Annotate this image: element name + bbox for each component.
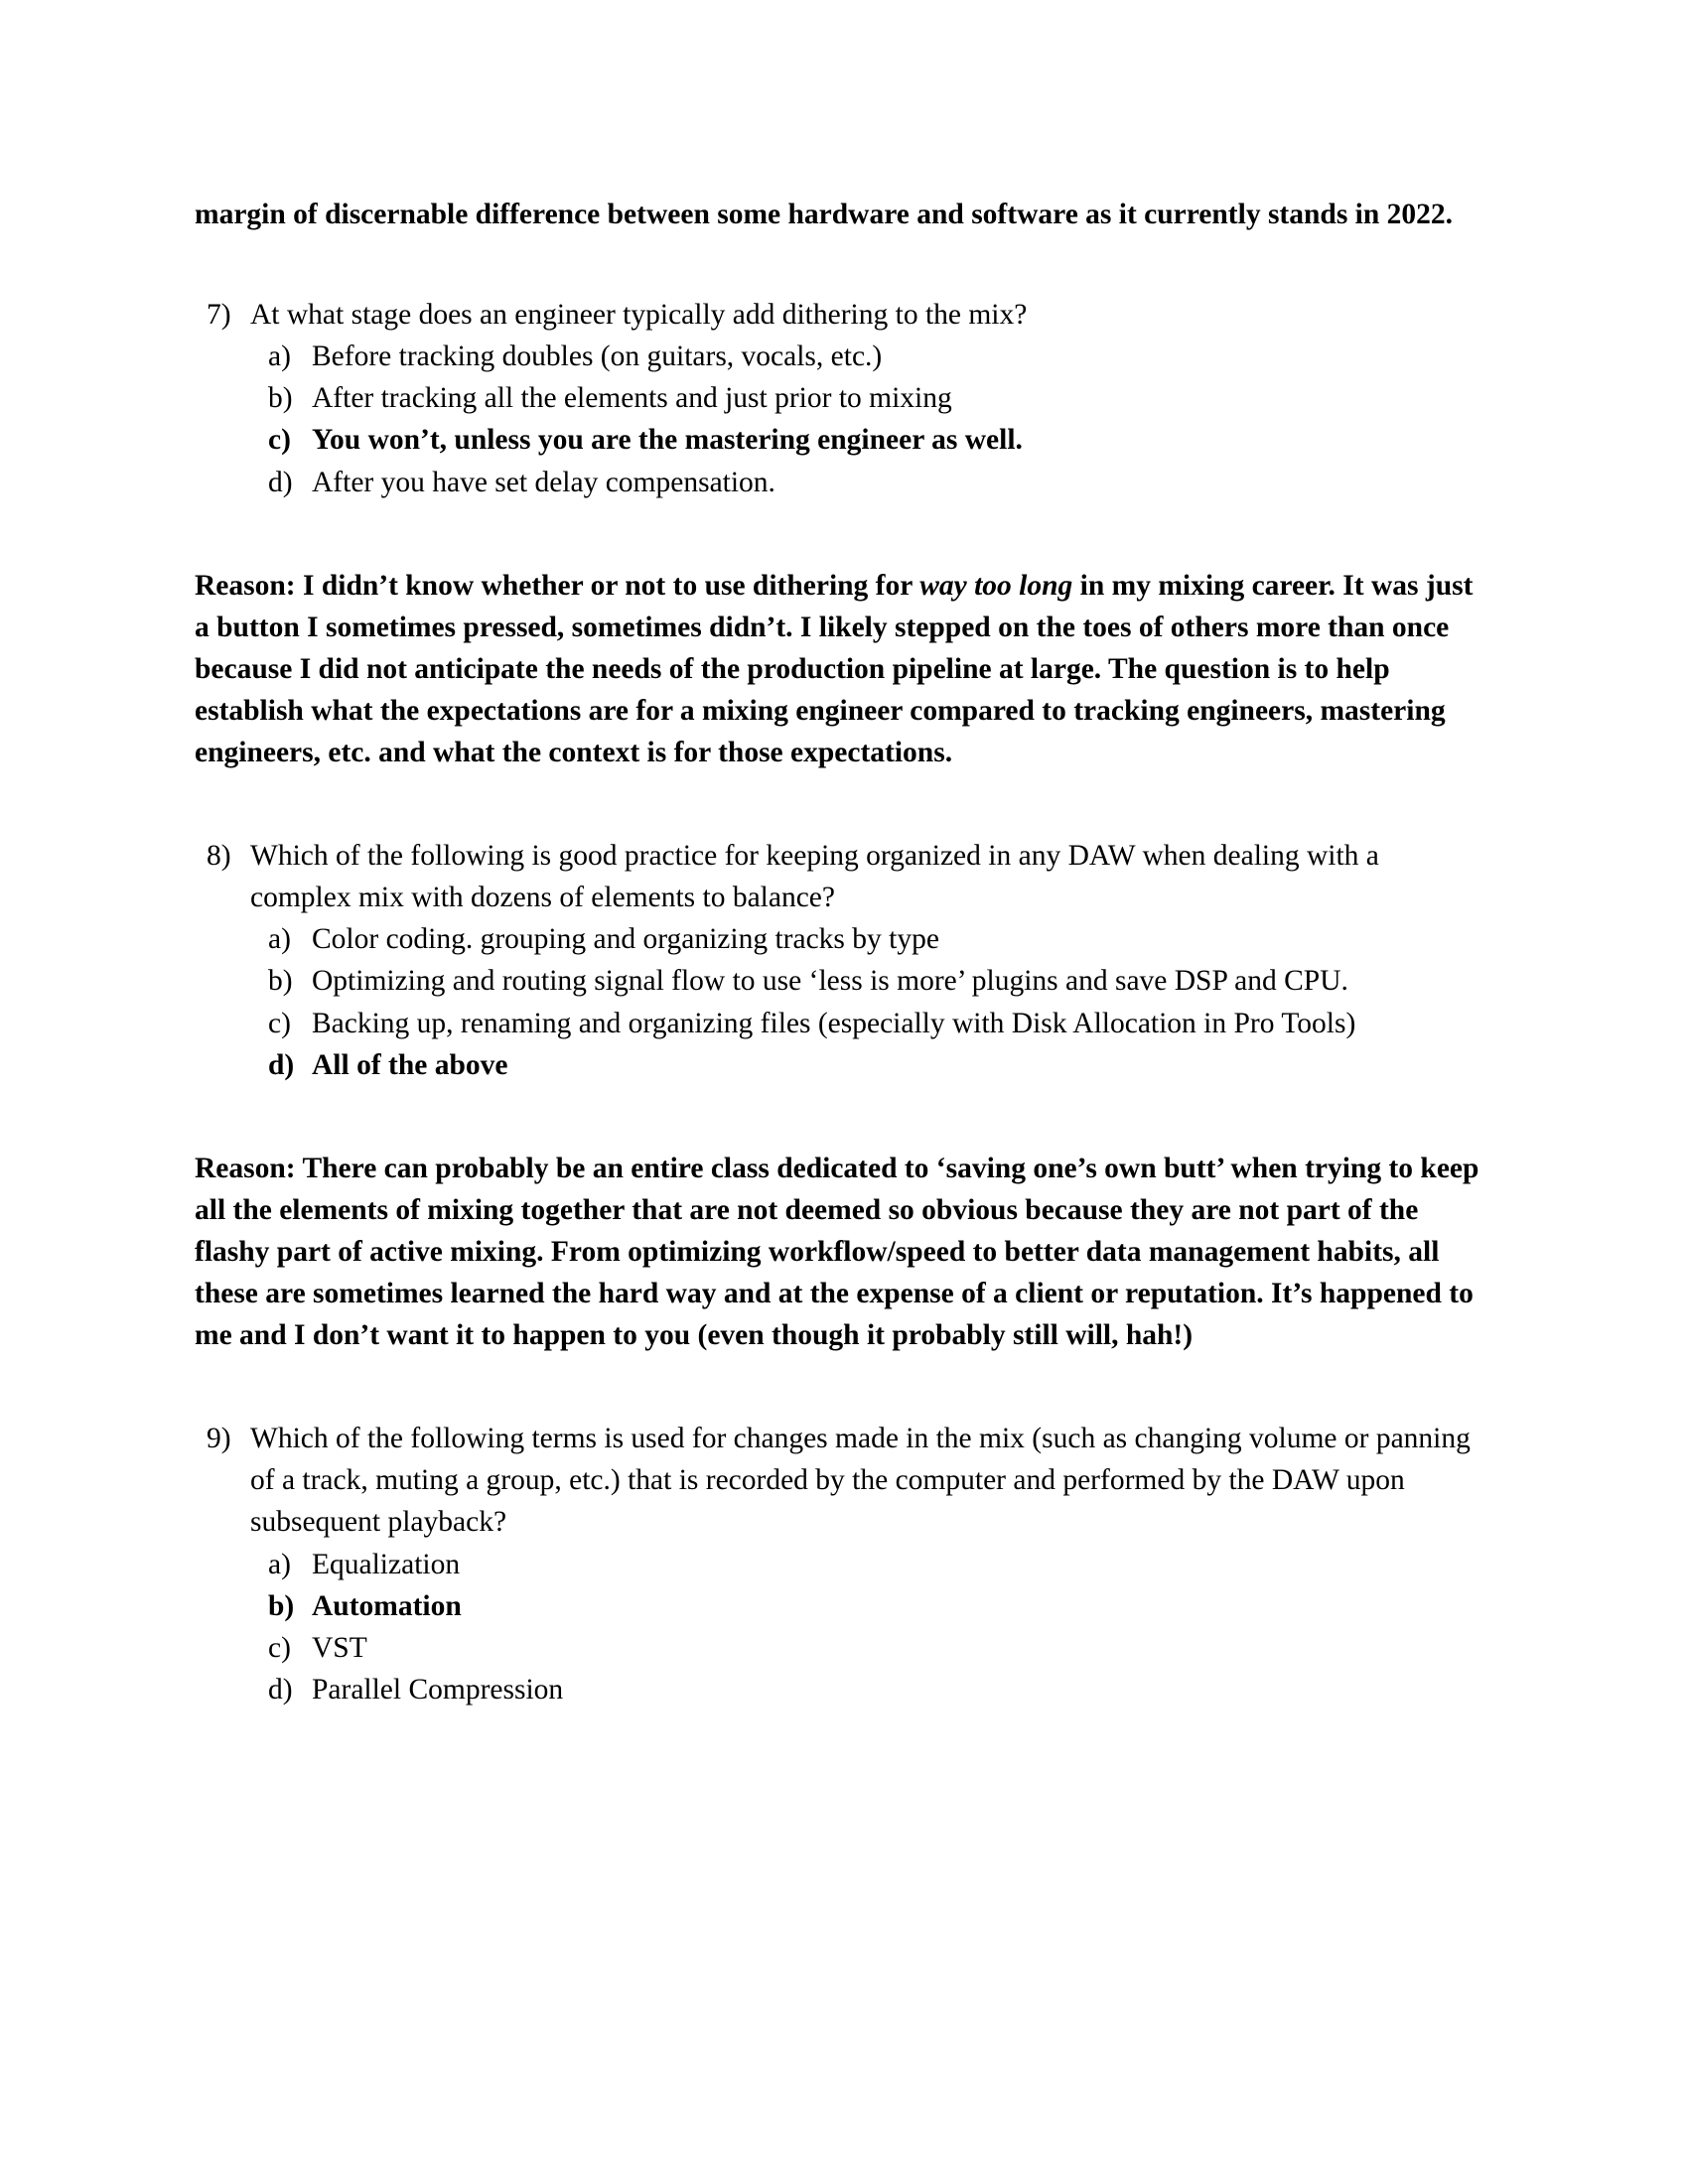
reason-paragraph-8 [195, 1148, 1485, 1356]
option-8d[interactable] [254, 1044, 1485, 1086]
option-marker-9d: d) [268, 1674, 293, 1706]
question-block-8 [195, 835, 1485, 1086]
spacer [195, 236, 1485, 294]
question-block-7 [195, 294, 1485, 503]
document-body [195, 195, 1485, 1710]
options-list-8 [254, 918, 1485, 1086]
question-prompt-7: At what stage does an engineer typically add dithering to the mix? [250, 298, 1028, 331]
option-text-9b: Automation [312, 1589, 462, 1622]
reason-label-8: Reason: [195, 1152, 296, 1184]
continued-paragraph: margin of discernable difference between some hardware and software as it currently stands in 2022. [195, 199, 1454, 230]
option-7b[interactable] [254, 377, 1485, 419]
question-block-9 [195, 1418, 1485, 1710]
option-text-9c: VST [312, 1631, 367, 1664]
option-9b[interactable] [254, 1585, 1485, 1627]
spacer [195, 503, 1485, 565]
reason-label-7: Reason: [195, 569, 296, 602]
option-7d[interactable] [254, 462, 1485, 503]
option-text-8a: Color coding. grouping and organizing tracks by type [312, 923, 939, 956]
reason-text-part2-7: in my mixing career. It was just a button I sometimes pressed, sometimes didn’t. I likely stepped on the toes of others more than once because I did not anticipate the needs of the production pipeline at large. The question is to help establish what the expectations are for a mixing engineer compared to tracking engineers, mastering engineers, etc. and what the context is for those expectations. [195, 569, 1474, 768]
question-number-9: 9) [207, 1423, 231, 1455]
question-number-8: 8) [207, 839, 231, 872]
options-list-7 [254, 336, 1485, 503]
option-text-8d: All of the above [312, 1048, 508, 1081]
option-7c[interactable] [254, 419, 1485, 461]
question-prompt-9: Which of the following terms is used for changes made in the mix (such as changing volume or panning of a track, muting a group, etc.) that is recorded by the computer and performed by the DAW upon subsequent playback? [250, 1423, 1471, 1539]
option-text-9a: Equalization [312, 1548, 461, 1580]
option-text-7a: Before tracking doubles (on guitars, vocals, etc.) [312, 341, 883, 373]
option-marker-8d: d) [268, 1048, 295, 1081]
question-heading-9 [195, 1418, 1485, 1544]
question-prompt-8: Which of the following is good practice for keeping organized in any DAW when dealing with a complex mix with dozens of elements to balance? [250, 839, 1379, 914]
spacer [195, 1356, 1485, 1418]
option-8b[interactable] [254, 960, 1485, 1002]
option-8c[interactable] [254, 1003, 1485, 1044]
reason-text-part1-8: There can probably be an entire class dedicated to ‘saving one’s own butt’ when trying to keep all the elements of mixing together that are not deemed so obvious because they are not part of the flashy part of active mixing. From optimizing workflow/speed to better data management habits, all these are sometimes learned the hard way and at the expense of a client or reputation. It’s happened to me and I don’t want it to happen to you (even though it probably still will, hah!) [195, 1152, 1479, 1352]
option-marker-7a: a) [268, 341, 291, 373]
option-text-9d: Parallel Compression [312, 1674, 564, 1706]
option-marker-8c: c) [268, 1007, 291, 1039]
option-marker-7b: b) [268, 382, 293, 415]
option-marker-9c: c) [268, 1631, 291, 1664]
options-list-9 [254, 1544, 1485, 1711]
option-marker-7c: c) [268, 424, 291, 457]
question-number-7: 7) [207, 298, 231, 331]
spacer [195, 1086, 1485, 1148]
option-marker-9a: a) [268, 1548, 291, 1580]
option-text-7c: You won’t, unless you are the mastering engineer as well. [312, 424, 1023, 457]
spacer [195, 773, 1485, 835]
option-marker-7d: d) [268, 466, 293, 498]
option-text-8b: Optimizing and routing signal flow to use ‘less is more’ plugins and save DSP and CPU. [312, 965, 1348, 998]
question-heading-8 [195, 835, 1485, 918]
reason-paragraph-7 [195, 565, 1485, 773]
option-9d[interactable] [254, 1669, 1485, 1710]
option-marker-8b: b) [268, 965, 293, 998]
option-9a[interactable] [254, 1544, 1485, 1585]
reason-text-part1-7: I didn’t know whether or not to use dithering for [295, 569, 920, 602]
option-marker-9b: b) [268, 1589, 295, 1622]
question-heading-7 [195, 294, 1485, 336]
option-marker-8a: a) [268, 923, 291, 956]
option-7a[interactable] [254, 336, 1485, 377]
reason-emphasis-7: way too long [919, 569, 1073, 602]
option-text-7d: After you have set delay compensation. [312, 466, 775, 498]
option-text-7b: After tracking all the elements and just prior to mixing [312, 382, 952, 415]
option-text-8c: Backing up, renaming and organizing files (especially with Disk Allocation in Pro Tools) [312, 1007, 1356, 1039]
option-9c[interactable] [254, 1627, 1485, 1669]
option-8a[interactable] [254, 918, 1485, 960]
